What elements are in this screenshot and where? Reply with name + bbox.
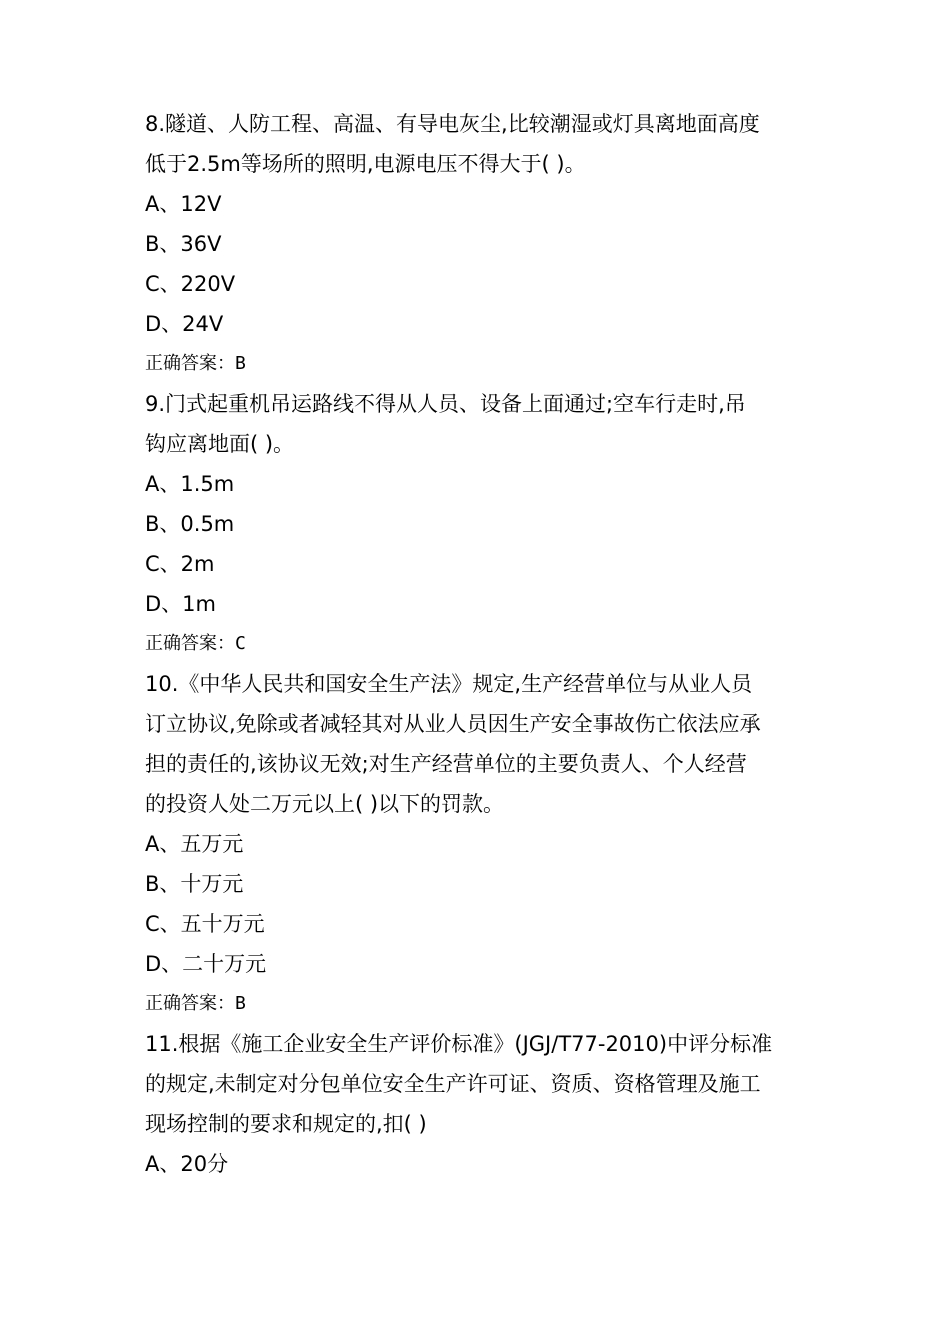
option-c: C、220V <box>145 272 236 296</box>
question-9 <box>145 384 810 664</box>
question-text-line: 现场控制的要求和规定的,扣( ) <box>145 1112 427 1136</box>
question-text-line: 钩应离地面( )。 <box>145 432 295 456</box>
question-11 <box>145 1024 810 1184</box>
correct-answer: 正确答案：B <box>145 993 246 1014</box>
option-d: D、24V <box>145 312 224 336</box>
question-text-line: 8.隧道、人防工程、高温、有导电灰尘,比较潮湿或灯具离地面高度 <box>145 112 760 136</box>
question-text-line: 11.根据《施工企业安全生产评价标准》(JGJ/T77-2010)中评分标准 <box>145 1032 773 1056</box>
correct-answer: 正确答案：C <box>145 633 246 654</box>
question-text-line: 订立协议,免除或者减轻其对从业人员因生产安全事故伤亡依法应承 <box>145 712 761 736</box>
question-text-line: 的规定,未制定对分包单位安全生产许可证、资质、资格管理及施工 <box>145 1072 761 1096</box>
document-page <box>145 104 810 1184</box>
question-text-line: 担的责任的,该协议无效;对生产经营单位的主要负责人、个人经营 <box>145 752 747 776</box>
option-a: A、12V <box>145 192 222 216</box>
question-text-line: 低于2.5m等场所的照明,电源电压不得大于( )。 <box>145 152 586 176</box>
question-10 <box>145 664 810 1024</box>
option-d: D、1m <box>145 592 216 616</box>
option-d: D、二十万元 <box>145 952 267 976</box>
question-8 <box>145 104 810 384</box>
question-text-line: 9.门式起重机吊运路线不得从人员、设备上面通过;空车行走时,吊 <box>145 392 746 416</box>
option-c: C、五十万元 <box>145 912 265 936</box>
option-a: A、20分 <box>145 1152 229 1176</box>
option-b: B、十万元 <box>145 872 244 896</box>
question-text-line: 10.《中华人民共和国安全生产法》规定,生产经营单位与从业人员 <box>145 672 753 696</box>
correct-answer: 正确答案：B <box>145 353 246 374</box>
question-text-line: 的投资人处二万元以上( )以下的罚款。 <box>145 792 505 816</box>
option-b: B、0.5m <box>145 512 235 536</box>
option-a: A、五万元 <box>145 832 244 856</box>
option-c: C、2m <box>145 552 215 576</box>
option-b: B、36V <box>145 232 222 256</box>
option-a: A、1.5m <box>145 472 235 496</box>
